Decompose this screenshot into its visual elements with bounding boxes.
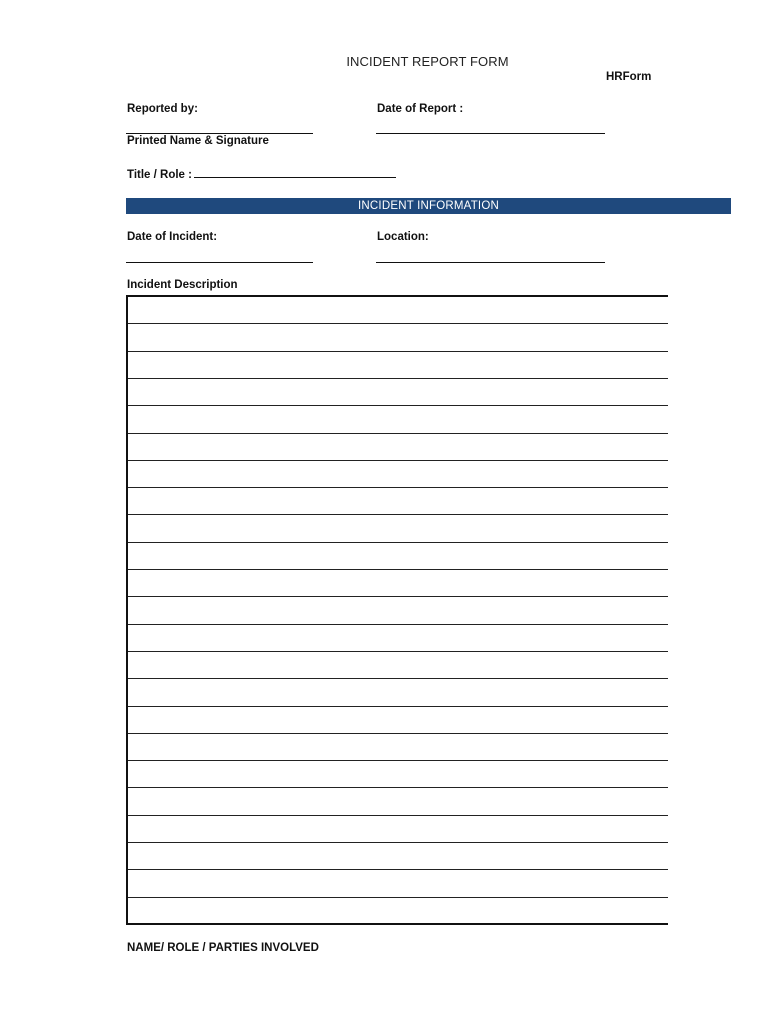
description-line bbox=[128, 405, 668, 406]
description-line bbox=[128, 678, 668, 679]
date-of-incident-label: Date of Incident: bbox=[127, 231, 218, 243]
description-line bbox=[128, 733, 668, 734]
description-line bbox=[128, 351, 668, 352]
incident-description-box[interactable] bbox=[126, 295, 668, 925]
incident-description-label: Incident Description bbox=[127, 279, 238, 291]
description-line bbox=[128, 514, 668, 515]
location-label: Location: bbox=[377, 231, 429, 243]
reported-by-field[interactable] bbox=[126, 133, 313, 134]
description-line bbox=[128, 487, 668, 488]
description-line bbox=[128, 542, 668, 543]
incident-information-header: INCIDENT INFORMATION bbox=[126, 198, 731, 214]
description-line bbox=[128, 378, 668, 379]
form-code: HRForm bbox=[606, 71, 652, 83]
date-of-incident-field[interactable] bbox=[126, 262, 313, 263]
date-of-report-label: Date of Report : bbox=[377, 103, 464, 115]
title-role-field[interactable] bbox=[194, 166, 396, 178]
title-role-row bbox=[127, 166, 396, 181]
parties-involved-label: NAME/ ROLE / PARTIES INVOLVED bbox=[127, 942, 319, 954]
description-line bbox=[128, 569, 668, 570]
location-field[interactable] bbox=[376, 262, 605, 263]
date-of-report-field[interactable] bbox=[376, 133, 605, 134]
printed-name-label: Printed Name & Signature bbox=[127, 135, 269, 147]
description-line bbox=[128, 651, 668, 652]
description-line bbox=[128, 323, 668, 324]
description-line bbox=[128, 787, 668, 788]
description-line bbox=[128, 815, 668, 816]
title-role-label: Title / Role : bbox=[127, 169, 192, 181]
description-line bbox=[128, 624, 668, 625]
description-line bbox=[128, 706, 668, 707]
reported-by-label: Reported by: bbox=[127, 103, 198, 115]
page-title: INCIDENT REPORT FORM bbox=[346, 54, 509, 69]
description-line bbox=[128, 760, 668, 761]
description-line bbox=[128, 842, 668, 843]
description-line bbox=[128, 897, 668, 898]
description-line bbox=[128, 596, 668, 597]
description-line bbox=[128, 460, 668, 461]
description-line bbox=[128, 869, 668, 870]
description-line bbox=[128, 433, 668, 434]
